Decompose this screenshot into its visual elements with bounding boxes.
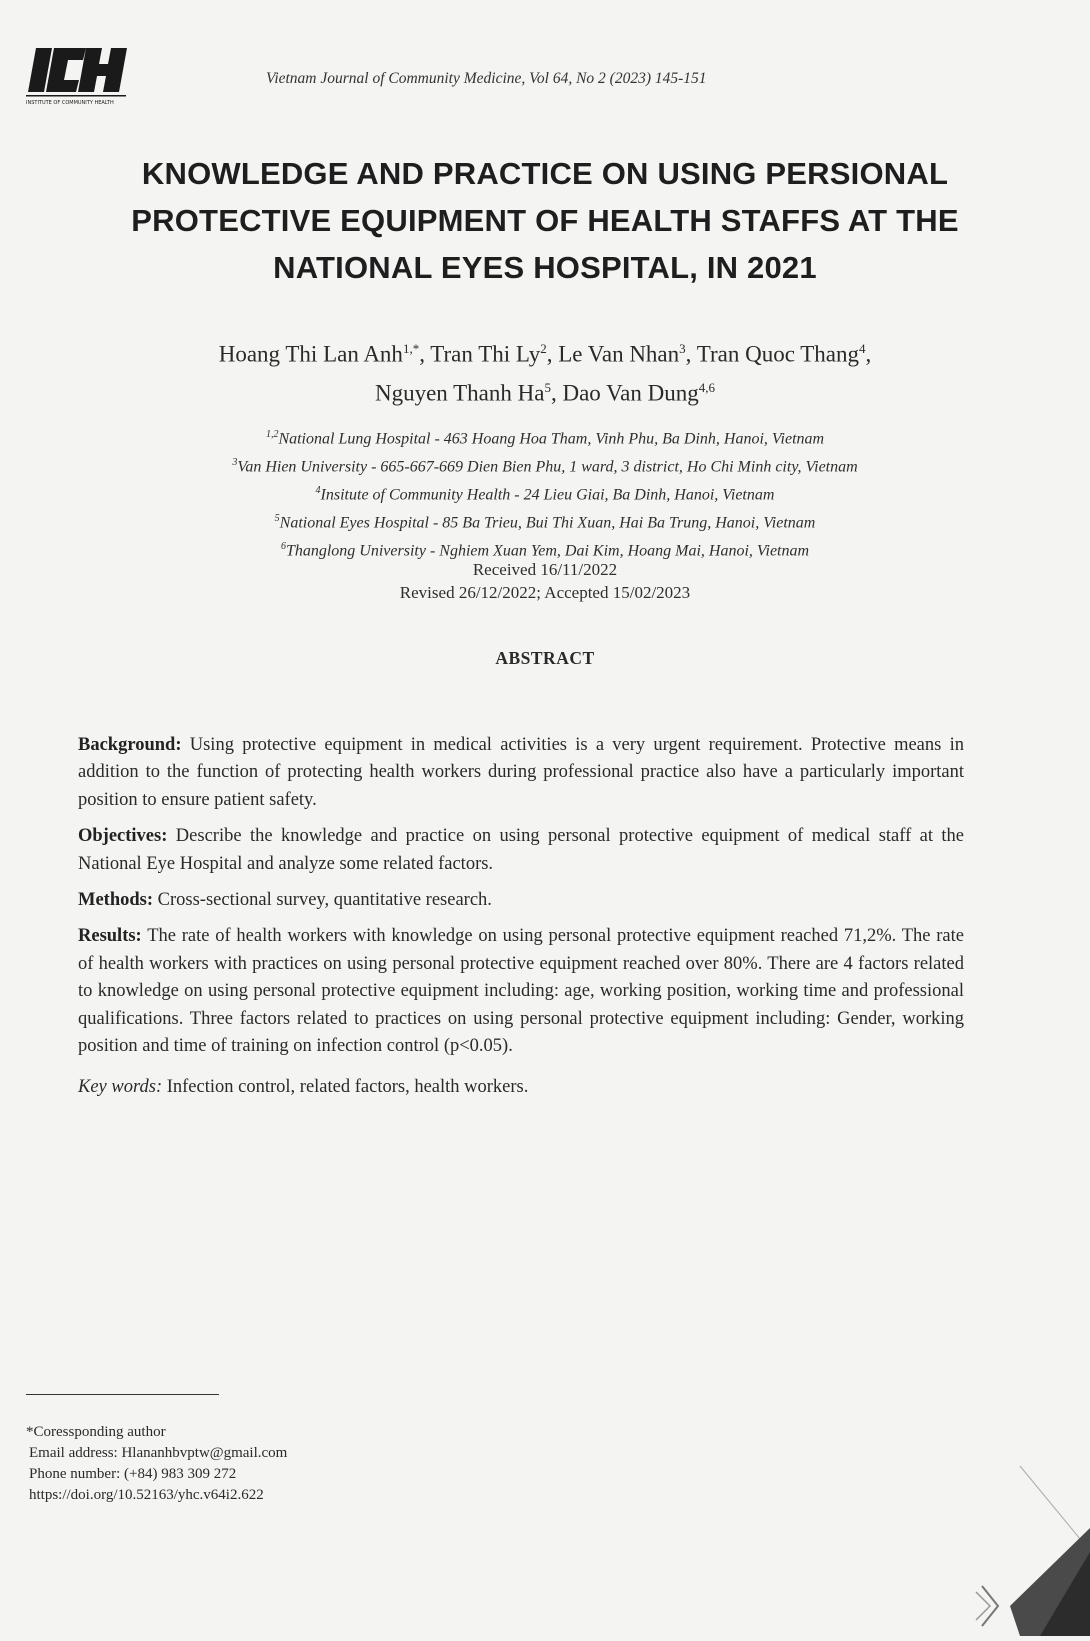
author-list: Hoang Thi Lan Anh$^{1,*}$, Tran Thi Ly$^2$, Le Van Nhan$^3$, Tran Quoc Thang$^4$, Nguyen Thanh Ha$^5$, Dao Van Dung$^{4,6}$ [218,341,872,406]
title-line: PROTECTIVE EQUIPMENT OF HEALTH STAFFS AT THE [131,203,959,238]
author-sup: 2 [540,341,547,356]
journal-logo [22,46,134,108]
author-name: Tran Thi Ly [430,341,541,367]
author-name: Tran Quoc Thang [696,341,860,367]
author-sup: 4,6 [698,379,716,395]
abstract-body [78,732,964,1111]
journal-citation: Vietnam Journal of Community Medicine, Vol 64, No 2 (2023) 145-151 [266,70,707,87]
title-line: KNOWLEDGE AND PRACTICE ON USING PERSIONAL [141,156,949,191]
corresponding-author: *Coressponding author [26,1424,166,1440]
revised-accepted-date: Revised 26/12/2022; Accepted 15/02/2023 [399,583,691,602]
article-dates [60,558,1030,604]
email-address: Email address: Hlananhbvptw@gmail.com [29,1445,288,1461]
affiliation: $^{1,2}$National Lung Hospital - 463 Hoang Hoa Tham, Vinh Phu, Ba Dinh, Hanoi, Vietnam [265,429,825,448]
author-sup: 4 [859,341,866,356]
author-sup: 3 [679,341,686,356]
affiliation: $^4$Insitute of Community Health - 24 Lieu Giai, Ba Dinh, Hanoi, Vietnam [315,484,775,504]
author-name: Nguyen Thanh Ha [374,380,545,406]
page-corner-decoration [890,1456,1090,1636]
abstract-results: Results: The rate of health workers with knowledge on using personal protective equipment reached 71,2%. The rate of health workers with practices on using personal protective equipment reached over 80%. There are 4 factors related to knowledge on using personal protective equipment including: age, working position, working time and professional qualifications. Three factors related to practices on using personal protective equipment including: Gender, working position and time of training on infection control (p<0.05). [78,926,964,1057]
doi-link: https://doi.org/10.52163/yhc.v64i2.622 [29,1487,264,1503]
received-date: Received 16/11/2022 [472,560,618,579]
title-line: NATIONAL EYES HOSPITAL, IN 2021 [273,250,817,285]
author-sup: 5 [544,379,551,395]
affiliation: $^3$Van Hien University - 665-667-669 Dien Bien Phu, 1 ward, 3 district, Ho Chi Minh city, Vietnam [232,456,858,476]
footnote [26,1422,287,1506]
keywords: Key words: Infection control, related factors, health workers. [78,1077,529,1098]
author-name: Hoang Thi Lan Anh [218,341,403,367]
author-name: Dao Van Dung [562,380,699,406]
abstract-background: Background: Using protective equipment in medical activities is a very urgent requirement. Protective means in addition to the function of protecting health workers during professional practice also have a particularly important position to ensure patient safety. [78,735,964,810]
affiliations [60,423,1030,563]
abstract-heading: ABSTRACT [495,648,595,668]
footnote-divider [26,1394,219,1395]
phone-number: Phone number: (+84) 983 309 272 [29,1466,237,1482]
paper-title [60,150,1030,291]
abstract-objectives: Objectives: Describe the knowledge and practice on using personal protective equipment of medical staff at the National Eye Hospital and analyze some related factors. [78,826,964,874]
author-name: Le Van Nhan [558,341,680,367]
author-sup: 1,* [402,341,420,356]
logo-subtext: INSTITUTE OF COMMUNITY HEALTH [26,100,114,106]
affiliation: $^6$Thanglong University - Nghiem Xuan Yem, Dai Kim, Hoang Mai, Hanoi, Vietnam [280,540,810,560]
affiliation: $^5$National Eyes Hospital - 85 Ba Trieu, Bui Thi Xuan, Hai Ba Trung, Hanoi, Vietnam [274,512,816,532]
abstract-methods: Methods: Cross-sectional survey, quantitative research. [78,890,492,911]
